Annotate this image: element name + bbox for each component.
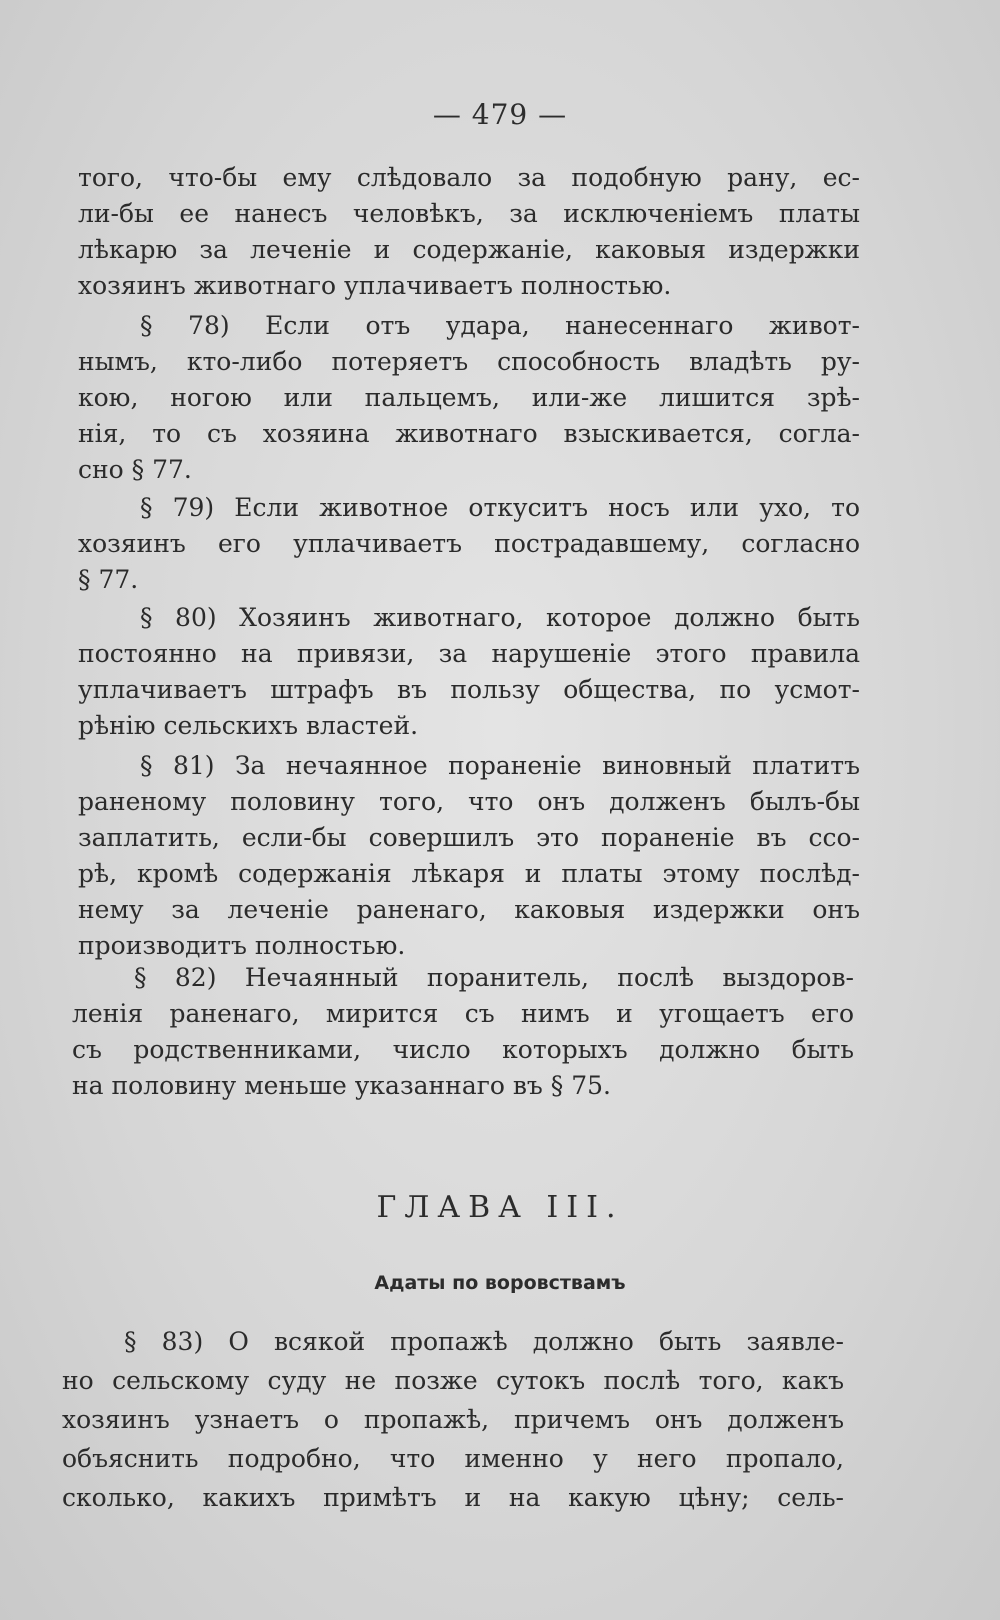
text-line: хозяинъ его уплачиваетъ пострадавшему, согласно xyxy=(78,529,860,558)
text-line: заплатить, если-бы совершилъ это пораненіе въ ссо- xyxy=(78,823,860,852)
text-line: нему за леченіе раненаго, каковыя издержки онъ xyxy=(78,895,860,924)
text-line: § 83) О всякой пропажѣ должно быть заявле- xyxy=(124,1327,844,1356)
text-line: рѣ, кромѣ содержанія лѣкаря и платы этому послѣд- xyxy=(78,859,860,888)
text-line: нія, то съ хозяина животнаго взыскивается, согла- xyxy=(78,419,860,448)
chapter-title: ГЛАВА III. xyxy=(376,1190,624,1225)
text-line: хозяинъ узнаетъ о пропажѣ, причемъ онъ долженъ xyxy=(62,1405,844,1434)
text-line: нымъ, кто-либо потеряетъ способность владѣть ру- xyxy=(78,347,860,376)
text-line: уплачиваетъ штрафъ въ пользу общества, по усмот- xyxy=(78,675,860,704)
text-line: хозяинъ животнаго уплачиваетъ полностью. xyxy=(78,271,672,300)
text-line: раненому половину того, что онъ долженъ былъ-бы xyxy=(78,787,860,816)
text-line: объяснить подробно, что именно у него пропало, xyxy=(62,1444,844,1473)
text-line: § 78) Если отъ удара, нанесеннаго живот- xyxy=(140,311,860,340)
text-line: сно § 77. xyxy=(78,455,192,484)
text-line: кою, ногою или пальцемъ, или-же лишится зрѣ- xyxy=(78,383,860,412)
text-line: § 80) Хозяинъ животнаго, которое должно быть xyxy=(140,603,860,632)
text-line: съ родственниками, число которыхъ должно быть xyxy=(72,1035,854,1064)
text-line: рѣнію сельскихъ властей. xyxy=(78,711,419,740)
text-line: на половину меньше указаннаго въ § 75. xyxy=(72,1071,611,1100)
paragraph-continuation xyxy=(78,160,860,304)
paragraph-section-81 xyxy=(78,748,860,964)
paragraph-section-83 xyxy=(62,1322,844,1517)
text-line: лѣкарю за леченіе и содержаніе, каковыя издержки xyxy=(78,235,860,264)
page-number: — 479 — xyxy=(432,98,568,131)
text-line: того, что-бы ему слѣдовало за подобную рану, ес- xyxy=(78,163,860,192)
text-line: сколько, какихъ примѣтъ и на какую цѣну; сель- xyxy=(62,1483,844,1512)
paragraph-section-82 xyxy=(72,960,854,1104)
chapter-subtitle: Адаты по воровствамъ xyxy=(374,1272,626,1294)
paragraph-section-80 xyxy=(78,600,860,744)
text-line: § 77. xyxy=(78,565,139,594)
text-line: производитъ полностью. xyxy=(78,931,406,960)
text-line: но сельскому суду не позже сутокъ послѣ того, какъ xyxy=(62,1366,844,1395)
text-line: § 82) Нечаянный поранитель, послѣ выздоров- xyxy=(134,963,854,992)
text-line: ленія раненаго, мирится съ нимъ и угощаетъ его xyxy=(72,999,854,1028)
paragraph-section-79 xyxy=(78,490,860,598)
paragraph-section-78 xyxy=(78,308,860,488)
text-line: § 81) За нечаянное пораненіе виновный платитъ xyxy=(140,751,860,780)
text-line: § 79) Если животное откуситъ носъ или ухо, то xyxy=(140,493,860,522)
text-line: ли-бы ее нанесъ человѣкъ, за исключеніемъ платы xyxy=(78,199,860,228)
text-line: постоянно на привязи, за нарушеніе этого правила xyxy=(78,639,860,668)
